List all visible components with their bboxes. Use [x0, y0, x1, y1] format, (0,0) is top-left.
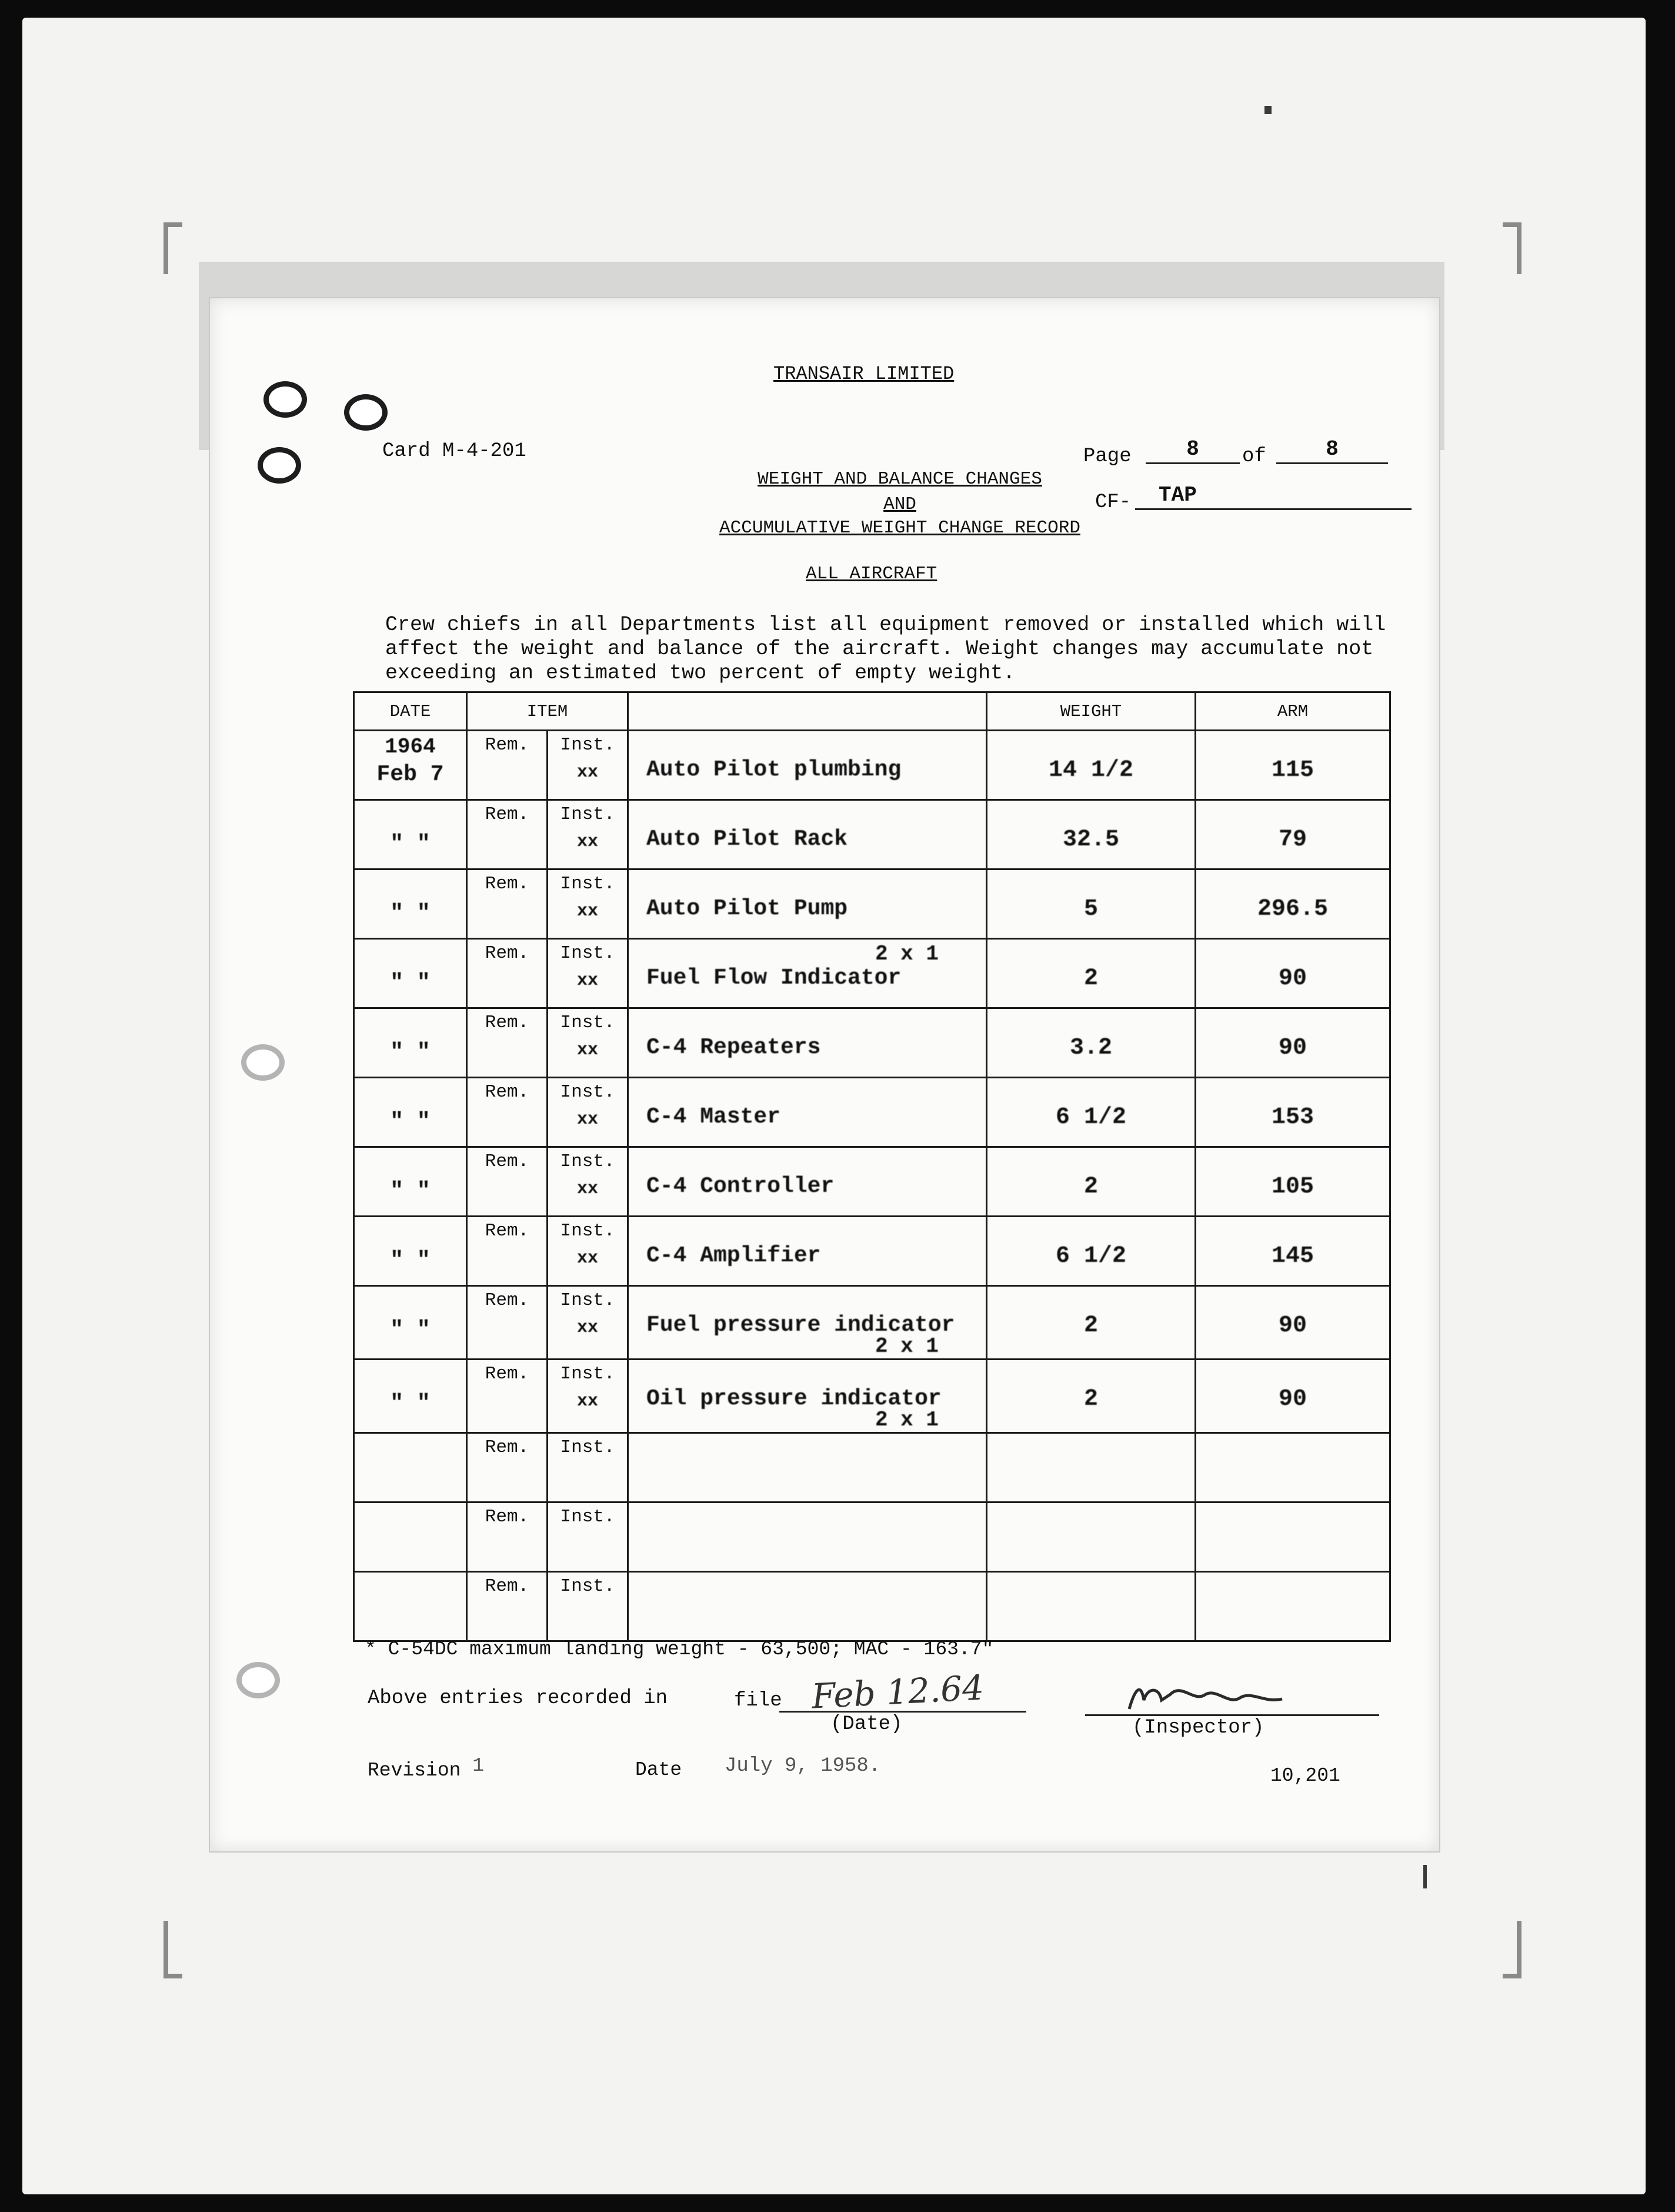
- removed-cell: [467, 1078, 548, 1147]
- installed-label: Inst.: [560, 804, 615, 825]
- weight-value: 6 1/2: [1055, 1104, 1127, 1131]
- date-value: " ": [390, 831, 431, 857]
- installed-label: Inst.: [560, 874, 615, 894]
- date-cell: [354, 1433, 467, 1503]
- installed-label: Inst.: [560, 943, 615, 964]
- date-cell: [354, 1217, 467, 1286]
- arm-value: 105: [1271, 1174, 1314, 1200]
- installed-label: Inst.: [560, 1507, 615, 1527]
- weight-value: [987, 1503, 1194, 1529]
- removed-cell: [467, 1147, 548, 1217]
- date-value: " ": [390, 901, 431, 926]
- installed-cell: [548, 1147, 628, 1217]
- installed-label: Inst.: [560, 1437, 615, 1458]
- removed-cell: [467, 1217, 548, 1286]
- item-description: C-4 Controller: [646, 1174, 835, 1199]
- date-cell: [354, 870, 467, 939]
- weight-value: 3.2: [1069, 1035, 1112, 1061]
- installed-label: Inst.: [560, 735, 615, 755]
- installed-mark: xx: [576, 1391, 598, 1411]
- date-value: Feb 7: [376, 762, 444, 787]
- form-title-line-1: WEIGHT AND BALANCE CHANGES: [758, 469, 1042, 489]
- item-description: C-4 Master: [646, 1104, 781, 1130]
- date-value: " ": [390, 1317, 431, 1342]
- arm-cell: [1196, 731, 1390, 800]
- item-description: Oil pressure indicator: [646, 1386, 942, 1411]
- inspector-caption: (Inspector): [1132, 1717, 1264, 1739]
- weight-cell: [987, 1360, 1196, 1433]
- of-label: of: [1242, 445, 1266, 468]
- description-cell: [628, 1078, 987, 1147]
- table-row: [354, 731, 1390, 800]
- item-description: [629, 1573, 986, 1598]
- removed-cell: [467, 870, 548, 939]
- description-cell: [628, 1008, 987, 1078]
- arm-value: [1196, 1573, 1389, 1598]
- removed-label: Rem.: [485, 1151, 529, 1172]
- form-title-line-2: AND: [883, 494, 916, 515]
- form-title-line-3: ACCUMULATIVE WEIGHT CHANGE RECORD: [719, 518, 1080, 538]
- weight-cell: [987, 1572, 1196, 1641]
- date-cell: [354, 1572, 467, 1641]
- registration-value: TAP: [1135, 482, 1412, 510]
- item-description: [629, 1503, 986, 1529]
- removed-cell: [467, 1433, 548, 1503]
- arm-value: [1196, 1434, 1389, 1460]
- column-header-weight: WEIGHT: [987, 692, 1196, 731]
- weight-cell: [987, 1147, 1196, 1217]
- date-value: " ": [390, 970, 431, 995]
- removed-label: Rem.: [485, 874, 529, 894]
- description-cell: [628, 731, 987, 800]
- weight-value: 2: [1083, 1386, 1098, 1413]
- removed-label: Rem.: [485, 1082, 529, 1102]
- installed-cell: [548, 1078, 628, 1147]
- page-total: 8: [1276, 437, 1388, 464]
- card-number: Card M-4-201: [382, 440, 526, 462]
- arm-value: 90: [1278, 965, 1307, 992]
- description-cell: [628, 800, 987, 870]
- arm-value: 153: [1271, 1104, 1314, 1131]
- table-row: [354, 1217, 1390, 1286]
- removed-label: Rem.: [485, 1437, 529, 1458]
- installed-mark: xx: [576, 832, 598, 852]
- installed-cell: [548, 1572, 628, 1641]
- table-row: [354, 870, 1390, 939]
- instructions-line-1: Crew chiefs in all Departments list all equipment removed or installed which will: [385, 613, 1386, 637]
- footnote: * C-54DC maximum landing weight - 63,500; MAC - 163.7": [365, 1638, 994, 1660]
- item-description: C-4 Repeaters: [646, 1035, 821, 1060]
- table-row: [354, 1360, 1390, 1433]
- installed-cell: [548, 800, 628, 870]
- description-note-above: 2 x 1: [875, 942, 939, 966]
- item-description: Auto Pilot Pump: [646, 896, 848, 921]
- arm-cell: [1196, 1433, 1390, 1503]
- installed-mark: xx: [576, 971, 598, 991]
- date-value: [355, 1434, 466, 1464]
- description-cell: [628, 1147, 987, 1217]
- item-description: Auto Pilot Rack: [646, 827, 848, 852]
- date-value: " ": [390, 1248, 431, 1273]
- installed-label: Inst.: [560, 1364, 615, 1384]
- installed-cell: [548, 1503, 628, 1572]
- installed-label: Inst.: [560, 1576, 615, 1597]
- column-header-arm: ARM: [1196, 692, 1390, 731]
- revision-value: 1: [472, 1755, 485, 1777]
- installed-label: Inst.: [560, 1290, 615, 1311]
- arm-cell: [1196, 800, 1390, 870]
- form-number: 10,201: [1270, 1765, 1340, 1787]
- arm-cell: [1196, 1078, 1390, 1147]
- installed-cell: [548, 1008, 628, 1078]
- column-header-item: ITEM: [467, 692, 628, 731]
- punch-hole: [263, 381, 307, 418]
- description-cell: [628, 1503, 987, 1572]
- corner-bracket-top-right: [1503, 222, 1521, 274]
- weight-value: 2: [1083, 965, 1098, 992]
- date-cell: [354, 1360, 467, 1433]
- weight-cell: [987, 870, 1196, 939]
- installed-mark: xx: [576, 1318, 598, 1338]
- removed-cell: [467, 1503, 548, 1572]
- revision-date-value: July 9, 1958.: [725, 1755, 881, 1777]
- arm-cell: [1196, 939, 1390, 1008]
- punch-hole: [258, 447, 301, 484]
- table-row: [354, 939, 1390, 1008]
- arm-value: 145: [1271, 1243, 1314, 1270]
- arm-value: 90: [1278, 1035, 1307, 1061]
- date-cell: [354, 1008, 467, 1078]
- arm-cell: [1196, 1503, 1390, 1572]
- company-name: TRANSAIR LIMITED: [773, 363, 955, 385]
- arm-cell: [1196, 870, 1390, 939]
- removed-label: Rem.: [485, 1507, 529, 1527]
- arm-value: 90: [1278, 1386, 1307, 1413]
- installed-mark: xx: [576, 1110, 598, 1130]
- date-cell: [354, 731, 467, 800]
- date-cell: [354, 1147, 467, 1217]
- weight-value: 2: [1083, 1174, 1098, 1200]
- weight-cell: [987, 731, 1196, 800]
- installed-mark: xx: [576, 1248, 598, 1268]
- page-label: Page: [1083, 445, 1132, 468]
- corner-bracket-bottom-left: [164, 1921, 182, 1978]
- description-cell: [628, 939, 987, 1008]
- instructions-line-3: exceeding an estimated two percent of empty weight.: [385, 661, 1016, 685]
- weight-value: 2: [1083, 1312, 1098, 1339]
- arm-cell: [1196, 1572, 1390, 1641]
- revision-label: Revision 1: [368, 1755, 485, 1781]
- weight-cell: [987, 1433, 1196, 1503]
- arm-cell: [1196, 1147, 1390, 1217]
- removed-label: Rem.: [485, 1221, 529, 1241]
- date-value: " ": [390, 1391, 431, 1416]
- table-row: [354, 1572, 1390, 1641]
- column-header-date: DATE: [354, 692, 467, 731]
- table-header-row: [354, 692, 1390, 731]
- arm-value: 115: [1271, 757, 1314, 784]
- removed-label: Rem.: [485, 1290, 529, 1311]
- removed-cell: [467, 1572, 548, 1641]
- corner-bracket-top-left: [164, 222, 182, 274]
- description-cell: [628, 870, 987, 939]
- installed-mark: xx: [576, 1040, 598, 1060]
- date-value: " ": [390, 1178, 431, 1204]
- weight-value: 5: [1083, 896, 1098, 922]
- removed-label: Rem.: [485, 943, 529, 964]
- description-note-below: 2 x 1: [875, 1334, 939, 1358]
- table-row: [354, 1078, 1390, 1147]
- weight-cell: [987, 1008, 1196, 1078]
- removed-label: Rem.: [485, 804, 529, 825]
- table-row: [354, 1433, 1390, 1503]
- weight-value: 32.5: [1062, 827, 1119, 853]
- description-cell: [628, 1217, 987, 1286]
- installed-mark: xx: [576, 901, 598, 921]
- instructions-line-2: affect the weight and balance of the aircraft. Weight changes may accumulate not: [385, 637, 1374, 661]
- table-row: [354, 1147, 1390, 1217]
- installed-mark: xx: [576, 1179, 598, 1199]
- file-label: file: [734, 1690, 782, 1712]
- weight-cell: [987, 800, 1196, 870]
- removed-cell: [467, 1008, 548, 1078]
- arm-value: [1196, 1503, 1389, 1529]
- installed-cell: [548, 1360, 628, 1433]
- date-value: " ": [390, 1040, 431, 1065]
- installed-cell: [548, 1286, 628, 1360]
- arm-cell: [1196, 1008, 1390, 1078]
- installed-mark: xx: [576, 762, 598, 782]
- arm-cell: [1196, 1360, 1390, 1433]
- weight-cell: [987, 1503, 1196, 1572]
- installed-label: Inst.: [560, 1012, 615, 1033]
- date-cell: [354, 800, 467, 870]
- table-row: [354, 1286, 1390, 1360]
- punch-hole: [344, 394, 388, 431]
- scan-speck: [1264, 106, 1272, 114]
- installed-label: Inst.: [560, 1221, 615, 1241]
- installed-label: Inst.: [560, 1082, 615, 1102]
- file-date-handwritten: Feb 12.64: [810, 1667, 985, 1717]
- date-caption: (Date): [830, 1713, 903, 1735]
- recorded-label: Above entries recorded in: [368, 1687, 668, 1710]
- removed-cell: [467, 800, 548, 870]
- description-cell: [628, 1286, 987, 1360]
- description-cell: [628, 1433, 987, 1503]
- removed-cell: [467, 731, 548, 800]
- date-value: " ": [390, 1109, 431, 1134]
- table-row: [354, 1503, 1390, 1572]
- item-description: [629, 1434, 986, 1460]
- date-cell: [354, 939, 467, 1008]
- date-value: [355, 1503, 466, 1534]
- weight-change-table: [353, 691, 1391, 1642]
- revision-date-label: Date: [635, 1759, 682, 1781]
- weight-value: 14 1/2: [1048, 757, 1134, 784]
- punch-hole: [236, 1662, 280, 1698]
- date-value: [355, 1573, 466, 1603]
- removed-cell: [467, 1360, 548, 1433]
- item-description: Fuel pressure indicator: [646, 1312, 955, 1338]
- scan-speck: [1423, 1865, 1427, 1888]
- arm-value: 90: [1278, 1312, 1307, 1339]
- page-value: 8: [1146, 437, 1240, 464]
- installed-cell: [548, 1433, 628, 1503]
- installed-cell: [548, 939, 628, 1008]
- table-row: [354, 1008, 1390, 1078]
- arm-value: 296.5: [1257, 896, 1329, 922]
- date-cell: [354, 1286, 467, 1360]
- removed-label: Rem.: [485, 1012, 529, 1033]
- inspector-signature: [1117, 1677, 1306, 1718]
- form-subtitle: ALL AIRCRAFT: [806, 564, 937, 584]
- removed-cell: [467, 939, 548, 1008]
- weight-cell: [987, 1078, 1196, 1147]
- item-description: Auto Pilot plumbing: [646, 757, 902, 782]
- removed-label: Rem.: [485, 735, 529, 755]
- arm-cell: [1196, 1286, 1390, 1360]
- corner-bracket-bottom-right: [1503, 1921, 1521, 1978]
- arm-cell: [1196, 1217, 1390, 1286]
- installed-cell: [548, 731, 628, 800]
- installed-cell: [548, 870, 628, 939]
- description-cell: [628, 1572, 987, 1641]
- description-cell: [628, 1360, 987, 1433]
- item-description: Fuel Flow Indicator: [646, 965, 902, 991]
- date-cell: [354, 1503, 467, 1572]
- weight-cell: [987, 939, 1196, 1008]
- weight-cell: [987, 1217, 1196, 1286]
- description-note-below: 2 x 1: [875, 1408, 939, 1432]
- instructions: [385, 613, 1386, 685]
- weight-value: [987, 1434, 1194, 1460]
- punch-hole: [241, 1044, 285, 1081]
- arm-value: 79: [1278, 827, 1307, 853]
- date-year: 1964: [385, 735, 436, 759]
- date-cell: [354, 1078, 467, 1147]
- registration-label: CF-: [1095, 491, 1132, 514]
- removed-cell: [467, 1286, 548, 1360]
- table-row: [354, 800, 1390, 870]
- installed-cell: [548, 1217, 628, 1286]
- weight-value: 6 1/2: [1055, 1243, 1127, 1270]
- item-description: C-4 Amplifier: [646, 1243, 821, 1268]
- removed-label: Rem.: [485, 1364, 529, 1384]
- removed-label: Rem.: [485, 1576, 529, 1597]
- weight-value: [987, 1573, 1194, 1598]
- weight-cell: [987, 1286, 1196, 1360]
- installed-label: Inst.: [560, 1151, 615, 1172]
- column-header-description: [628, 692, 987, 731]
